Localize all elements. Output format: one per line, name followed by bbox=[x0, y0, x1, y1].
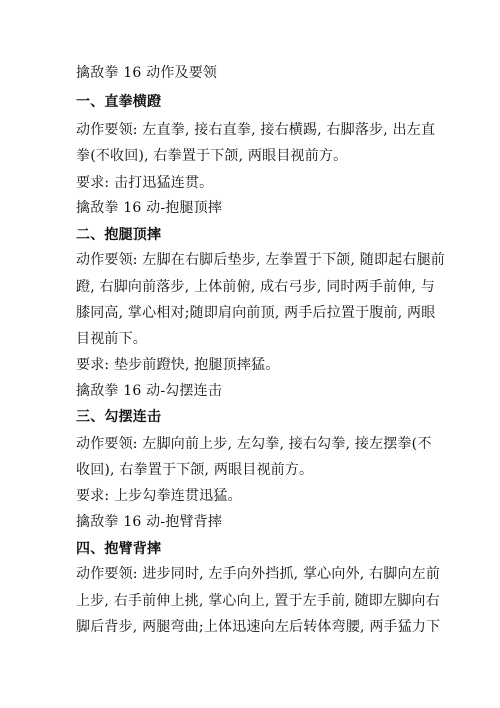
body-text-line: 动作要领: 左脚向前上步, 左勾拳, 接右勾拳, 接左摆拳(不 bbox=[76, 436, 432, 452]
body-text-line: 拳(不收回), 右拳置于下颌, 两眼目视前方。 bbox=[76, 148, 348, 164]
body-text-line: 收回), 右拳置于下颌, 两眼目视前方。 bbox=[76, 462, 314, 478]
section-title-1: 擒敌拳 16 动作及要领 bbox=[76, 65, 218, 81]
body-text-line: 动作要领: 左直拳, 接右直拳, 接右横踢, 右脚落步, 出左直 bbox=[76, 122, 436, 138]
body-text-line: 动作要领: 左脚在右脚后垫步, 左拳置于下颌, 随即起右腿前 bbox=[76, 252, 445, 268]
section-heading-2: 二、抱腿顶摔 bbox=[76, 227, 162, 243]
requirement-line: 要求: 击打迅猛连贯。 bbox=[76, 175, 214, 191]
body-text-line: 目视前下。 bbox=[76, 331, 147, 347]
requirement-line: 要求: 上步勾拳连贯迅猛。 bbox=[76, 488, 242, 504]
body-text-line: 上步, 右手前伸上挑, 掌心向上, 置于左手前, 随即左脚向右 bbox=[76, 593, 440, 609]
requirement-line: 要求: 垫步前蹬快, 抱腿顶摔猛。 bbox=[76, 357, 280, 373]
body-text-line: 膝同高, 掌心相对;随即肩向前顶, 两手后拉置于腹前, 两眼 bbox=[76, 305, 436, 321]
section-title-3: 擒敌拳 16 动-勾摆连击 bbox=[76, 383, 223, 399]
section-heading-1: 一、直拳横蹬 bbox=[76, 94, 162, 110]
section-title-2: 擒敌拳 16 动-抱腿顶摔 bbox=[76, 200, 223, 216]
section-title-4: 擒敌拳 16 动-抱臂背摔 bbox=[76, 514, 223, 530]
body-text-line: 动作要领: 进步同时, 左手向外挡抓, 掌心向外, 右脚向左前 bbox=[76, 566, 441, 582]
section-heading-4: 四、抱臂背摔 bbox=[76, 541, 162, 557]
body-text-line: 蹬, 右脚向前落步, 上体前俯, 成右弓步, 同时两手前伸, 与 bbox=[76, 279, 435, 295]
section-heading-3: 三、勾摆连击 bbox=[76, 409, 162, 425]
body-text-line: 脚后背步, 两腿弯曲;上体迅速向左后转体弯腰, 两手猛力下 bbox=[76, 619, 441, 635]
